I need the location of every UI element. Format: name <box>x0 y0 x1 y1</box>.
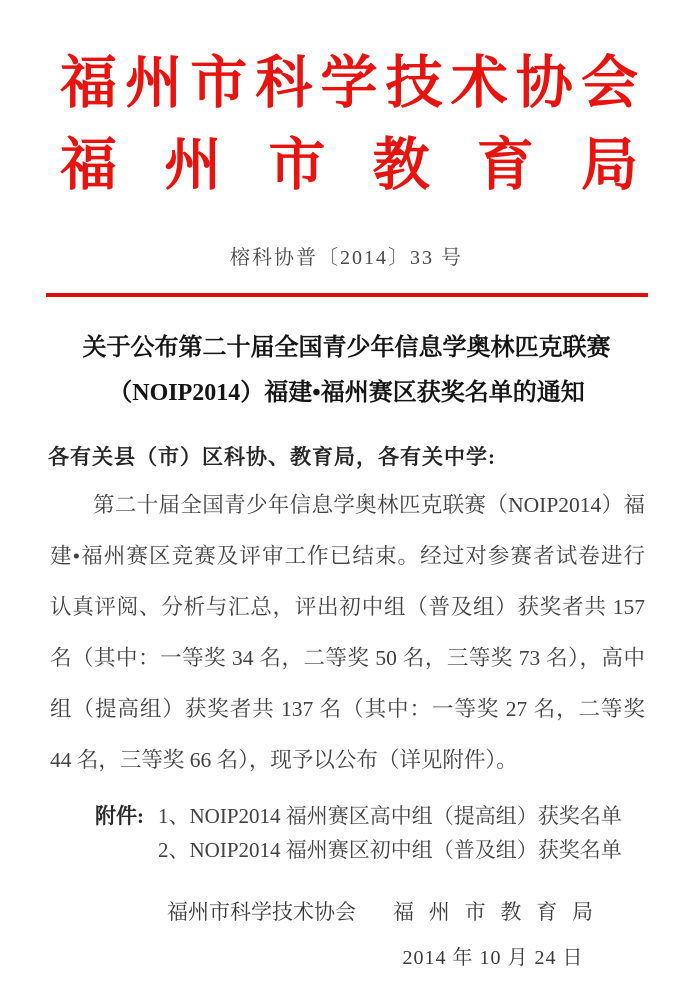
signature-org-1: 福州市科学技术协会 <box>167 900 356 924</box>
signature-org-2: 福 州 市 教 育 局 <box>393 900 593 924</box>
body-paragraph <box>50 488 645 794</box>
body-line: 名（其中：一等奖 34 名，二等奖 50 名，三等奖 73 名），高中 <box>50 646 645 670</box>
red-divider-line <box>46 293 648 297</box>
body-line: 认真评阅、分析与汇总，评出初中组（普及组）获奖者共 157 <box>50 595 645 619</box>
document-title <box>0 326 693 416</box>
document-title-line-2: （NOIP2014）福建•福州赛区获奖名单的通知 <box>108 380 585 406</box>
document-title-line-1: 关于公布第二十届全国青少年信息学奥林匹克联赛 <box>82 335 611 361</box>
body-line: 44 名，三等奖 66 名），现予以公布（详见附件）。 <box>50 748 518 772</box>
body-line: 组（提高组）获奖者共 137 名（其中：一等奖 27 名，二等奖 <box>50 697 645 721</box>
attachment-item-1: 1、NOIP2014 福州赛区高中组（提高组）获奖名单 <box>158 804 622 828</box>
letterhead-org-line-1: 福 州 市 科 学 技 术 协 会 <box>60 52 638 115</box>
document-number: 榕科协普〔2014〕33 号 <box>230 247 463 269</box>
signature-date: 2014 年 10 月 24 日 <box>402 947 584 969</box>
attachment-item-2: 2、NOIP2014 福州赛区初中组（普及组）获奖名单 <box>158 838 622 862</box>
attachment-section <box>95 799 622 867</box>
body-line: 第二十届全国青少年信息学奥林匹克联赛（NOIP2014）福 <box>93 493 645 517</box>
letterhead-org-line-2: 福 州 市 教 育 局 <box>60 134 638 197</box>
attachment-label: 附件: <box>95 804 144 828</box>
body-line: 建•福州赛区竞赛及评审工作已结束。经过对参赛者试卷进行 <box>50 544 645 568</box>
salutation: 各有关县（市）区科协、教育局，各有关中学: <box>48 445 496 469</box>
